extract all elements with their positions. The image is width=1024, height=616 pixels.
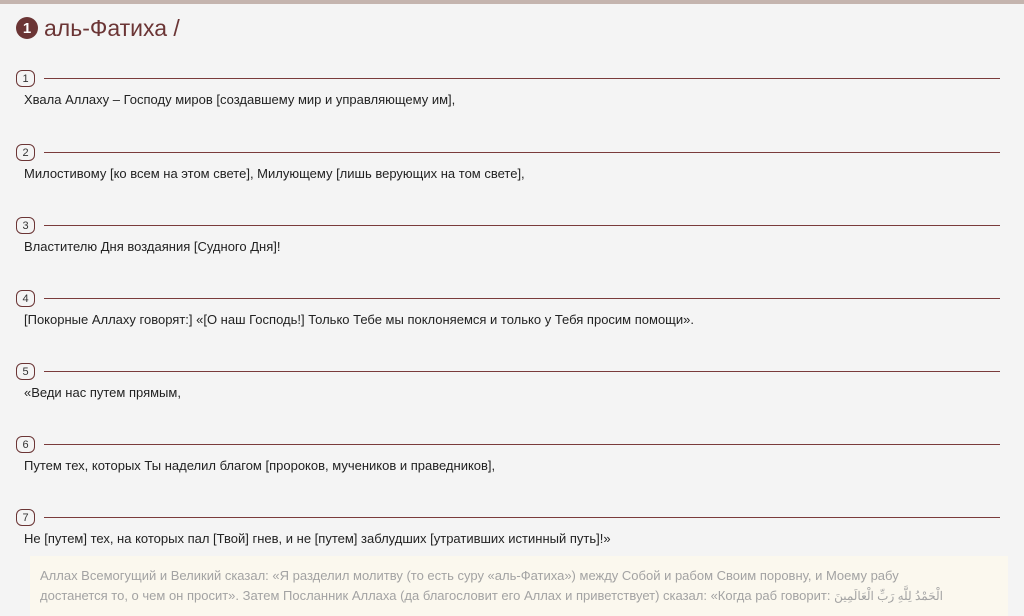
commentary-line: Аллах Всемогущий и Великий сказал: «Я разделил молитву (то есть суру «аль-Фатиха») между Собой и рабом Своим поровну, и Моему рабу bbox=[40, 568, 899, 583]
ayah-row bbox=[16, 144, 1000, 184]
ayah-number[interactable]: 2 bbox=[16, 144, 35, 161]
ayah-text: Не [путем] тех, на которых пал [Твой] гнев, и не [путем] заблудших [утративших истинный путь]!» bbox=[24, 531, 611, 546]
ayah-row bbox=[16, 70, 1000, 110]
commentary-box bbox=[30, 556, 1008, 616]
ayah-text: Милостивому [ко всем на этом свете], Милующему [лишь верующих на том свете], bbox=[24, 166, 525, 181]
commentary-line-with-arabic bbox=[40, 586, 998, 606]
ayah-divider bbox=[44, 225, 1000, 226]
sura-number-badge: 1 bbox=[16, 17, 38, 39]
ayah-divider bbox=[44, 78, 1000, 79]
ayah-row bbox=[16, 290, 1000, 330]
ayah-row bbox=[16, 436, 1000, 476]
ayah-row bbox=[16, 363, 1000, 403]
sura-header bbox=[16, 14, 180, 42]
ayah-divider bbox=[44, 298, 1000, 299]
ayah-text: [Покорные Аллаху говорят:] «[О наш Господь!] Только Тебе мы поклоняемся и только у Тебя просим помощи». bbox=[24, 312, 694, 327]
ayah-row bbox=[16, 509, 1000, 549]
ayah-text: Хвала Аллаху – Господу миров [создавшему мир и управляющему им], bbox=[24, 92, 456, 107]
ayah-text: Властителю Дня воздаяния [Судного Дня]! bbox=[24, 239, 281, 254]
ayah-number[interactable]: 6 bbox=[16, 436, 35, 453]
ayah-divider bbox=[44, 152, 1000, 153]
ayah-row bbox=[16, 217, 1000, 257]
ayah-number[interactable]: 5 bbox=[16, 363, 35, 380]
ayah-number[interactable]: 1 bbox=[16, 70, 35, 87]
ayah-divider bbox=[44, 517, 1000, 518]
ayah-number[interactable]: 3 bbox=[16, 217, 35, 234]
ayah-text: Путем тех, которых Ты наделил благом [пророков, мучеников и праведников], bbox=[24, 458, 496, 473]
ayah-number[interactable]: 7 bbox=[16, 509, 35, 526]
commentary-text bbox=[40, 566, 998, 606]
ayah-number[interactable]: 4 bbox=[16, 290, 35, 307]
ayah-divider bbox=[44, 444, 1000, 445]
ayah-text: «Веди нас путем прямым, bbox=[24, 385, 181, 400]
top-accent-bar bbox=[0, 0, 1024, 4]
arabic-quote: الْحَمْدُ لِلَّهِ رَبِّ الْعَالَمِينَ bbox=[834, 589, 943, 603]
sura-title: аль-Фатиха / bbox=[44, 14, 180, 41]
commentary-line: достанется то, о чем он просит». Затем Посланник Аллаха (да благословит его Аллах и приветствует) сказал: «Когда раб говорит: bbox=[40, 588, 835, 603]
ayah-divider bbox=[44, 371, 1000, 372]
